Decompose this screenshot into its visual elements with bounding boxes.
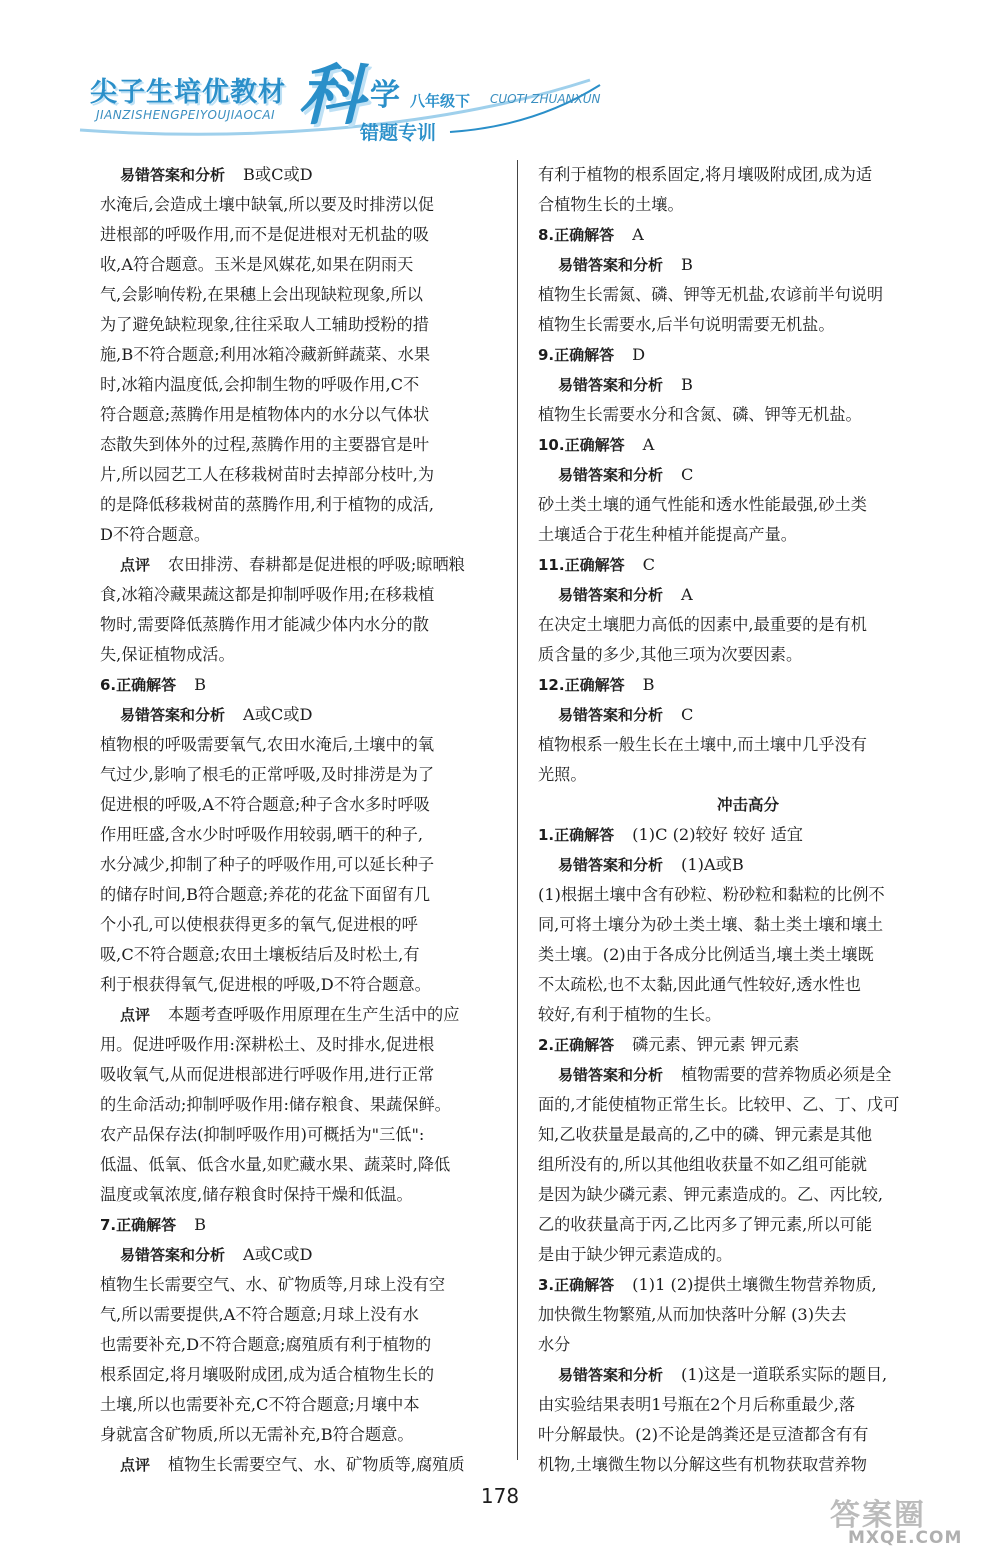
label-line — [538, 460, 958, 490]
line-label: 易错答案和分析 — [558, 256, 664, 274]
answer-label: 正确解答 — [554, 226, 615, 244]
question-item — [538, 670, 958, 700]
text-line: 砂土类土壤的通气性能和透水性能最强,砂土类 — [538, 495, 867, 514]
text-line: 较好,有利于植物的生长。 — [538, 1005, 722, 1024]
text-line: 植物根的呼吸需要氧气,农田水淹后,土壤中的氧 — [100, 735, 435, 754]
line-label: 易错答案和分析 — [558, 856, 664, 874]
line-value: A或C或D — [243, 705, 313, 724]
line-value: B或C或D — [243, 165, 313, 184]
text-line: 水分减少,抑制了种子的呼吸作用,可以延长种子 — [100, 855, 435, 874]
column-divider — [517, 160, 518, 1460]
subject-small-char: 学 — [370, 78, 400, 113]
text-line: 利于根获得氧气,促进根的呼吸,D不符合题意。 — [100, 975, 431, 994]
question-number: 11. — [538, 556, 565, 574]
text-line: 是由于缺少钾元素造成的。 — [538, 1245, 733, 1264]
label-line — [100, 700, 502, 730]
question-number: 2. — [538, 1036, 555, 1054]
line-label: 点评 — [120, 1006, 151, 1024]
answer-value: B — [642, 675, 655, 694]
question-number: 9. — [538, 346, 555, 364]
text-line: 符合题意;蒸腾作用是植物体内的水分以气体状 — [100, 405, 430, 424]
label-line — [538, 850, 958, 880]
label-line — [100, 1240, 502, 1270]
answer-value: B — [194, 675, 207, 694]
text-line: 同,可将土壤分为砂土类土壤、黏土类土壤和壤土 — [538, 915, 884, 934]
text-line: 植物生长需要水,后半句说明需要无机盐。 — [538, 315, 835, 334]
text-line: 收,A符合题意。玉米是风媒花,如果在阴雨天 — [100, 255, 414, 274]
answer-label: 正确解答 — [564, 556, 625, 574]
text-line: 不太疏松,也不太黏,因此通气性较好,透水性也 — [538, 975, 861, 994]
watermark-logo — [820, 1490, 990, 1550]
text-line: 施,B不符合题意;利用冰箱冷藏新鲜蔬菜、水果 — [100, 345, 431, 364]
label-line — [100, 550, 502, 580]
line-value: 植物生长需要空气、水、矿物质等,腐殖质 — [168, 1455, 465, 1474]
text-line: 是因为缺少磷元素、钾元素造成的。乙、丙比较, — [538, 1185, 884, 1204]
line-label: 易错答案和分析 — [558, 586, 664, 604]
answer-value: (1)1 (2)提供土壤微生物营养物质, — [632, 1275, 877, 1294]
line-value: (1)A或B — [681, 855, 744, 874]
line-value: 植物需要的营养物质必须是全 — [681, 1065, 892, 1084]
text-line: 植物根系一般生长在土壤中,而土壤中几乎没有 — [538, 735, 867, 754]
label-line — [538, 1360, 958, 1390]
answer-value: B — [194, 1215, 207, 1234]
line-label: 易错答案和分析 — [120, 706, 226, 724]
question-number: 7. — [100, 1216, 117, 1234]
text-line: 合植物生长的土壤。 — [538, 195, 684, 214]
right-column — [538, 160, 958, 1480]
text-line: 乙的收获量高于丙,乙比丙多了钾元素,所以可能 — [538, 1215, 873, 1234]
question-item — [538, 820, 958, 850]
question-number: 6. — [100, 676, 117, 694]
book-header — [70, 40, 630, 150]
question-item — [538, 430, 958, 460]
text-line: 作用旺盛,含水少时呼吸作用较弱,晒干的种子, — [100, 825, 423, 844]
text-line: 吸,C不符合题意;农田土壤板结后及时松土,有 — [100, 945, 420, 964]
line-value: B — [681, 375, 693, 394]
text-line: 的生命活动;抑制呼吸作用:储存粮食、果蔬保鲜。 — [100, 1095, 451, 1114]
text-line: 面的,才能使植物正常生长。比较甲、乙、丁、戊可 — [538, 1095, 900, 1114]
text-line: 知,乙收获量是最高的,乙中的磷、钾元素是其他 — [538, 1125, 873, 1144]
text-line: 的储存时间,B符合题意;养花的花盆下面留有几 — [100, 885, 431, 904]
label-line — [100, 1450, 502, 1480]
text-line: 在决定土壤肥力高低的因素中,最重要的是有机 — [538, 615, 867, 634]
text-line: (1)根据土壤中含有砂粒、粉砂粒和黏粒的比例不 — [538, 885, 885, 904]
text-line: 片,所以园艺工人在移栽树苗时去掉部分枝叶,为 — [100, 465, 435, 484]
text-line: 植物生长需要空气、水、矿物质等,月球上没有空 — [100, 1275, 446, 1294]
text-line: 低温、低氧、低含水量,如贮藏水果、蔬菜时,降低 — [100, 1155, 451, 1174]
line-value: C — [681, 465, 694, 484]
text-line: 机物,土壤微生物以分解这些有机物获取营养物 — [538, 1455, 867, 1474]
answer-value: C — [642, 555, 655, 574]
watermark-url: MXQE.COM — [848, 1528, 963, 1548]
answer-value: D — [632, 345, 646, 364]
line-label: 易错答案和分析 — [558, 1366, 664, 1384]
text-line: 用。促进呼吸作用:深耕松土、及时排水,促进根 — [100, 1035, 435, 1054]
text-line: D不符合题意。 — [100, 525, 211, 544]
text-line: 由实验结果表明1号瓶在2个月后称重最少,落 — [538, 1395, 856, 1414]
line-label: 易错答案和分析 — [120, 166, 226, 184]
answer-label: 正确解答 — [116, 1216, 177, 1234]
text-line: 气,会影响传粉,在果穗上会出现缺粒现象,所以 — [100, 285, 423, 304]
question-item — [100, 1210, 502, 1240]
label-line — [100, 1000, 502, 1030]
answer-label: 正确解答 — [554, 826, 615, 844]
text-line: 质含量的多少,其他三项为次要因素。 — [538, 645, 803, 664]
left-column — [100, 160, 502, 1480]
line-label: 点评 — [120, 556, 151, 574]
text-line: 身就富含矿物质,所以无需补充,B符合题意。 — [100, 1425, 414, 1444]
line-label: 易错答案和分析 — [558, 1066, 664, 1084]
text-line: 农产品保存法(抑制呼吸作用)可概括为"三低": — [100, 1125, 425, 1144]
answer-label: 正确解答 — [564, 436, 625, 454]
text-line: 水分 — [538, 1335, 571, 1354]
book-title-pinyin: JIANZISHENGPEIYOUJIAOCAI — [96, 108, 276, 122]
line-value: 本题考查呼吸作用原理在生产生活中的应 — [168, 1005, 460, 1024]
line-value: A或C或D — [243, 1245, 313, 1264]
text-line: 植物生长需要水分和含氮、磷、钾等无机盐。 — [538, 405, 862, 424]
series-title: 错题专训 — [360, 122, 437, 144]
text-line: 态散失到体外的过程,蒸腾作用的主要器官是叶 — [100, 435, 429, 454]
question-number: 10. — [538, 436, 565, 454]
question-item — [538, 550, 958, 580]
line-label: 易错答案和分析 — [558, 706, 664, 724]
line-value: (1)这是一道联系实际的题目, — [681, 1365, 888, 1384]
text-line: 土壤,所以也需要补充,C不符合题意;月壤中本 — [100, 1395, 420, 1414]
section-heading: 冲击高分 — [716, 796, 779, 814]
text-line: 有利于植物的根系固定,将月壤吸附成团,成为适 — [538, 165, 873, 184]
line-value: B — [681, 255, 693, 274]
line-value: 农田排涝、春耕都是促进根的呼吸;晾晒粮 — [168, 555, 465, 574]
text-line: 的是降低移栽树苗的蒸腾作用,利于植物的成活, — [100, 495, 435, 514]
label-line — [538, 370, 958, 400]
text-line: 类土壤。(2)由于各成分比例适当,壤土类土壤既 — [538, 945, 874, 964]
text-line: 物时,需要降低蒸腾作用才能减少体内水分的散 — [100, 615, 429, 634]
answer-value: 磷元素、钾元素 钾元素 — [632, 1035, 800, 1054]
text-line: 气,所以需要提供,A不符合题意;月球上没有水 — [100, 1305, 419, 1324]
text-line: 叶分解最快。(2)不论是鸽粪还是豆渣都含有有 — [538, 1425, 869, 1444]
text-line: 也需要补充,D不符合题意;腐殖质有利于植物的 — [100, 1335, 432, 1354]
text-line: 失,保证植物成活。 — [100, 645, 235, 664]
question-item — [538, 220, 958, 250]
line-label: 点评 — [120, 1456, 151, 1474]
text-line: 个小孔,可以使根获得更多的氧气,促进根的呼 — [100, 915, 418, 934]
label-line — [538, 700, 958, 730]
question-item — [538, 1270, 958, 1300]
text-line: 光照。 — [538, 765, 587, 784]
line-label: 易错答案和分析 — [120, 1246, 226, 1264]
page-number: 178 — [480, 1484, 520, 1508]
label-line — [538, 1060, 958, 1090]
question-item — [100, 670, 502, 700]
grade-label: 八年级下 — [410, 92, 471, 110]
question-item — [538, 1030, 958, 1060]
text-line: 组所没有的,所以其他组收获量不如乙组可能就 — [538, 1155, 867, 1174]
question-number: 1. — [538, 826, 555, 844]
text-line: 温度或氧浓度,储存粮食时保持干燥和低温。 — [100, 1185, 413, 1204]
line-label: 易错答案和分析 — [558, 466, 664, 484]
text-line: 气过少,影响了根毛的正常呼吸,及时排涝是为了 — [100, 765, 435, 784]
text-line: 为了避免缺粒现象,往往采取人工辅助授粉的措 — [100, 315, 429, 334]
text-line: 水淹后,会造成土壤中缺氧,所以要及时排涝以促 — [100, 195, 435, 214]
text-line: 时,冰箱内温度低,会抑制生物的呼吸作用,C不 — [100, 375, 420, 394]
text-line: 促进根的呼吸,A不符合题意;种子含水多时呼吸 — [100, 795, 430, 814]
text-line: 进根部的呼吸作用,而不是促进根对无机盐的吸 — [100, 225, 429, 244]
answer-label: 正确解答 — [116, 676, 177, 694]
question-number: 12. — [538, 676, 565, 694]
series-pinyin: CUOTI ZHUANXUN — [490, 92, 601, 106]
answer-value: A — [642, 435, 655, 454]
answer-label: 正确解答 — [564, 676, 625, 694]
question-number: 3. — [538, 1276, 555, 1294]
line-value: A — [681, 585, 693, 604]
answer-value: (1)C (2)较好 较好 适宜 — [632, 825, 803, 844]
line-value: C — [681, 705, 694, 724]
question-number: 8. — [538, 226, 555, 244]
line-label: 易错答案和分析 — [558, 376, 664, 394]
question-item — [538, 340, 958, 370]
book-title: 尖子生培优教材 — [90, 77, 286, 108]
text-line: 吸收氧气,从而促进根部进行呼吸作用,进行正常 — [100, 1065, 435, 1084]
label-line — [100, 160, 502, 190]
subject-big-char: 科 — [298, 57, 364, 134]
answer-label: 正确解答 — [554, 346, 615, 364]
watermark-text: 答案圈 — [830, 1498, 926, 1533]
text-line: 植物生长需氮、磷、钾等无机盐,农谚前半句说明 — [538, 285, 884, 304]
text-line: 根系固定,将月壤吸附成团,成为适合植物生长的 — [100, 1365, 435, 1384]
answer-value: A — [632, 225, 644, 244]
label-line — [538, 250, 958, 280]
text-line: 加快微生物繁殖,从而加快落叶分解 (3)失去 — [538, 1305, 847, 1324]
text-line: 食,冰箱冷藏果蔬这都是抑制呼吸作用;在移栽植 — [100, 585, 435, 604]
answer-label: 正确解答 — [554, 1276, 615, 1294]
answer-label: 正确解答 — [554, 1036, 615, 1054]
label-line — [538, 580, 958, 610]
text-line: 土壤适合于花生种植并能提高产量。 — [538, 525, 797, 544]
